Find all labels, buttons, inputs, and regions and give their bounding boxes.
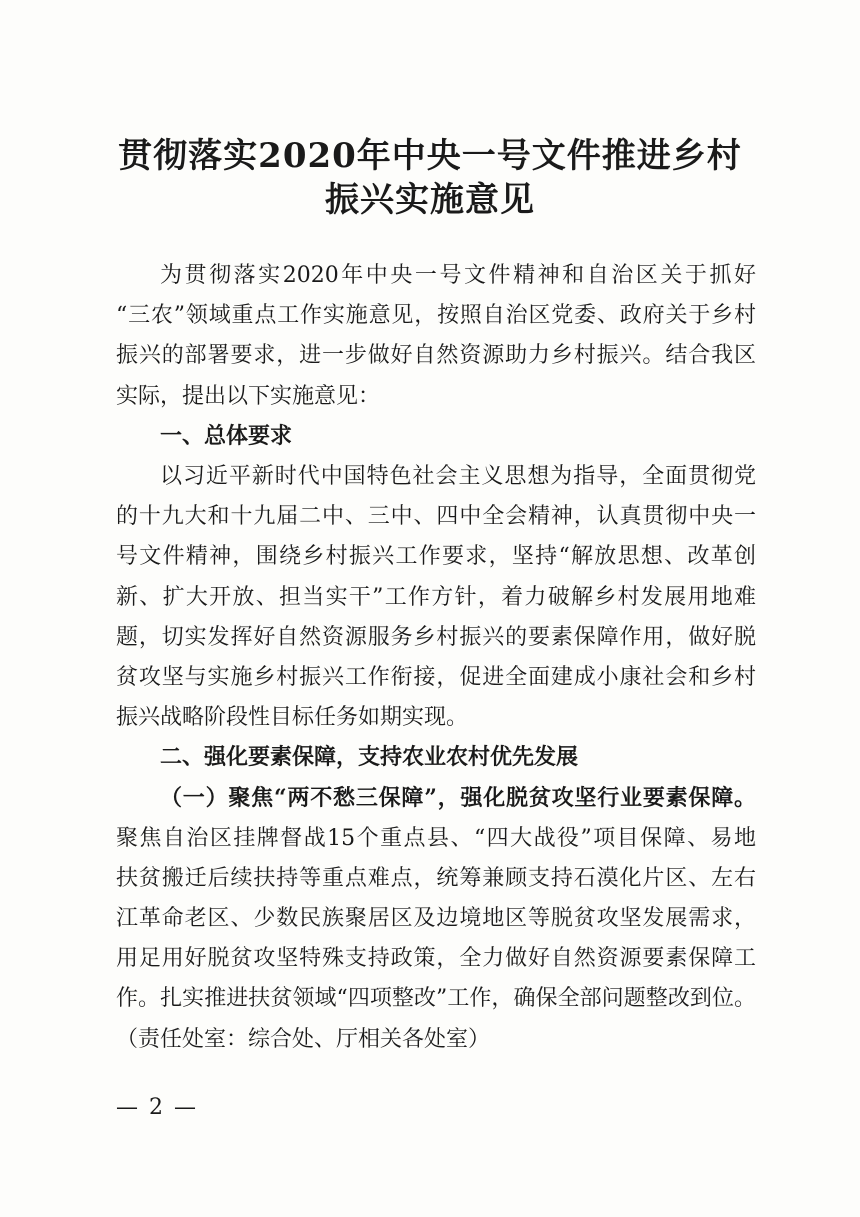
subsection-1-line: 用足用好脱贫攻坚特殊支持政策，全力做好自然资源要素保障工 [116,946,756,972]
subsection-1-line: 江革命老区、少数民族聚居区及边境地区等脱贫攻坚发展需求， [116,906,756,931]
intro-line: “三农”领域重点工作实施意见，按照自治区党委、政府关于乡村 [116,303,756,329]
subsection-1-line: （责任处室：综合处、厅相关各处室） [116,1026,491,1052]
subsection-1-line: 作。扎实推进扶贫领域“四项整改”工作，确保全部问题整改到位。 [116,986,756,1012]
section-1-line: 号文件精神，围绕乡村振兴工作要求，坚持“解放思想、改革创 [116,544,756,570]
page-number: — 2 — [116,1095,198,1120]
section-1-line: 题，切实发挥好自然资源服务乡村振兴的要素保障作用，做好脱 [116,624,756,650]
subsection-1-line: 聚焦自治区挂牌督战15个重点县、“四大战役”项目保障、易地 [116,825,756,851]
intro-line: 振兴的部署要求，进一步做好自然资源助力乡村振兴。结合我区 [116,343,756,369]
section-1-heading: 一、总体要求 [160,423,293,449]
subsection-1-line: 扶贫搬迁后续扶持等重点难点，统筹兼顾支持石漠化片区、左右 [116,865,756,891]
intro-line: 实际，提出以下实施意见： [116,383,381,409]
document-title-line-1: 贯彻落实2020年中央一号文件推进乡村 [118,136,742,176]
section-1-line: 贫攻坚与实施乡村振兴工作衔接，促进全面建成小康社会和乡村 [116,664,756,690]
section-1-line: 以习近平新时代中国特色社会主义思想为指导，全面贯彻党 [160,463,756,489]
document-title-line-2: 振兴实施意见 [325,180,535,220]
intro-line: 为贯彻落实2020年中央一号文件精神和自治区关于抓好 [160,263,756,288]
section-1-line: 振兴战略阶段性目标任务如期实现。 [116,705,469,731]
subsection-1-heading: （一）聚焦“两不愁三保障”，强化脱贫攻坚行业要素保障。 [160,785,756,812]
section-2-heading: 二、强化要素保障，支持农业农村优先发展 [160,745,579,771]
section-1-line: 新、扩大开放、担当实干”工作方针，着力破解乡村发展用地难 [116,584,756,610]
document-body [116,256,756,1060]
section-1-line: 的十九大和十九届二中、三中、四中全会精神，认真贯彻中央一 [116,504,756,530]
